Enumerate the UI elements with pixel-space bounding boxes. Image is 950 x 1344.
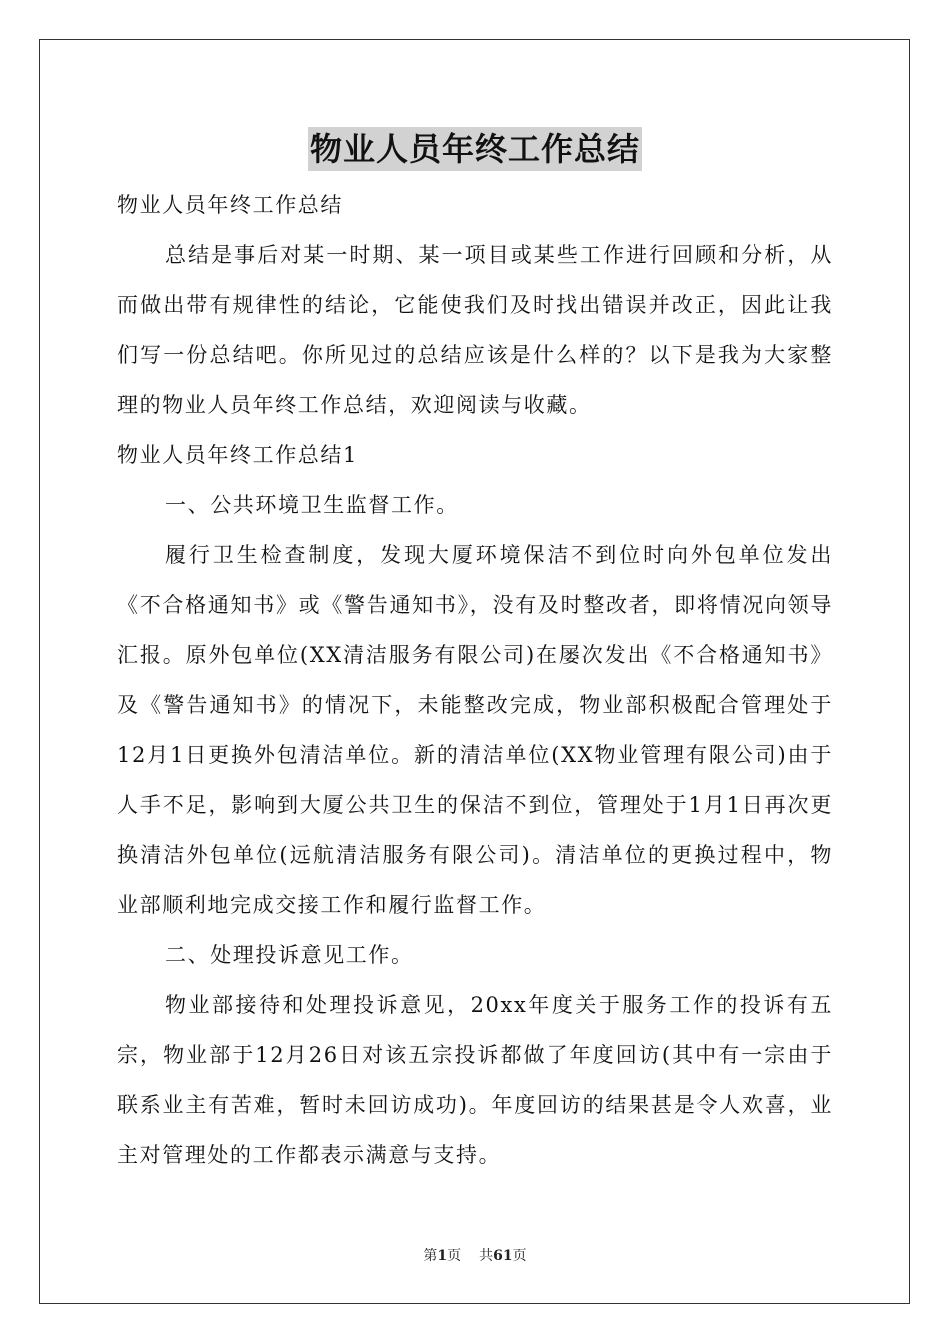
subsection-heading-1: 一、公共环境卫生监督工作。 bbox=[165, 493, 459, 517]
page-prefix: 第 bbox=[423, 1248, 438, 1264]
intro-paragraph: 总结是事后对某一时期、某一项目或某些工作进行回顾和分析，从而做出带有规律性的结论，它能使我们及时找出错误并改正，因此让我们写一份总结吧。你所见过的总结应该是什么样的？以下是我为大家整理的物业人员年终工作总结，欢迎阅读与收藏。 bbox=[117, 243, 833, 417]
body-paragraph-1: 履行卫生检查制度，发现大厦环境保洁不到位时向外包单位发出《不合格通知书》或《警告通知书》，没有及时整改者，即将情况向领导汇报。原外包单位(XX清洁服务有限公司)在屡次发出《不合格通知书》及《警告通知书》的情况下，未能整改完成，物业部积极配合管理处于12月1日更换外包清洁单位。新的清洁单位(XX物业管理有限公司)由于人手不足，影响到大厦公共卫生的保洁不到位，管理处于1月1日再次更换清洁外包单位(远航清洁服务有限公司)。清洁单位的更换过程中，物业部顺利地完成交接工作和履行监督工作。 bbox=[117, 543, 833, 917]
document-title: 物业人员年终工作总结 bbox=[308, 127, 642, 171]
subsection-heading-2: 二、处理投诉意见工作。 bbox=[165, 943, 414, 967]
body-paragraph-2: 物业部接待和处理投诉意见，20xx年度关于服务工作的投诉有五宗，物业部于12月26日对该五宗投诉都做了年度回访(其中有一宗由于联系业主有苦难，暂时未回访成功)。年度回访的结果甚是令人欢喜，业主对管理处的工作都表示满意与支持。 bbox=[117, 993, 833, 1167]
page-footer bbox=[0, 1246, 950, 1266]
total-suffix: 页 bbox=[512, 1248, 527, 1264]
title-container bbox=[0, 127, 950, 171]
document-body bbox=[117, 180, 833, 1180]
total-page-count: 61 bbox=[493, 1248, 513, 1264]
total-prefix: 共 bbox=[479, 1248, 494, 1264]
document-subtitle: 物业人员年终工作总结 bbox=[117, 193, 343, 217]
current-page-number: 1 bbox=[437, 1248, 448, 1264]
section-heading: 物业人员年终工作总结1 bbox=[117, 443, 358, 467]
page-suffix: 页 bbox=[447, 1248, 462, 1264]
